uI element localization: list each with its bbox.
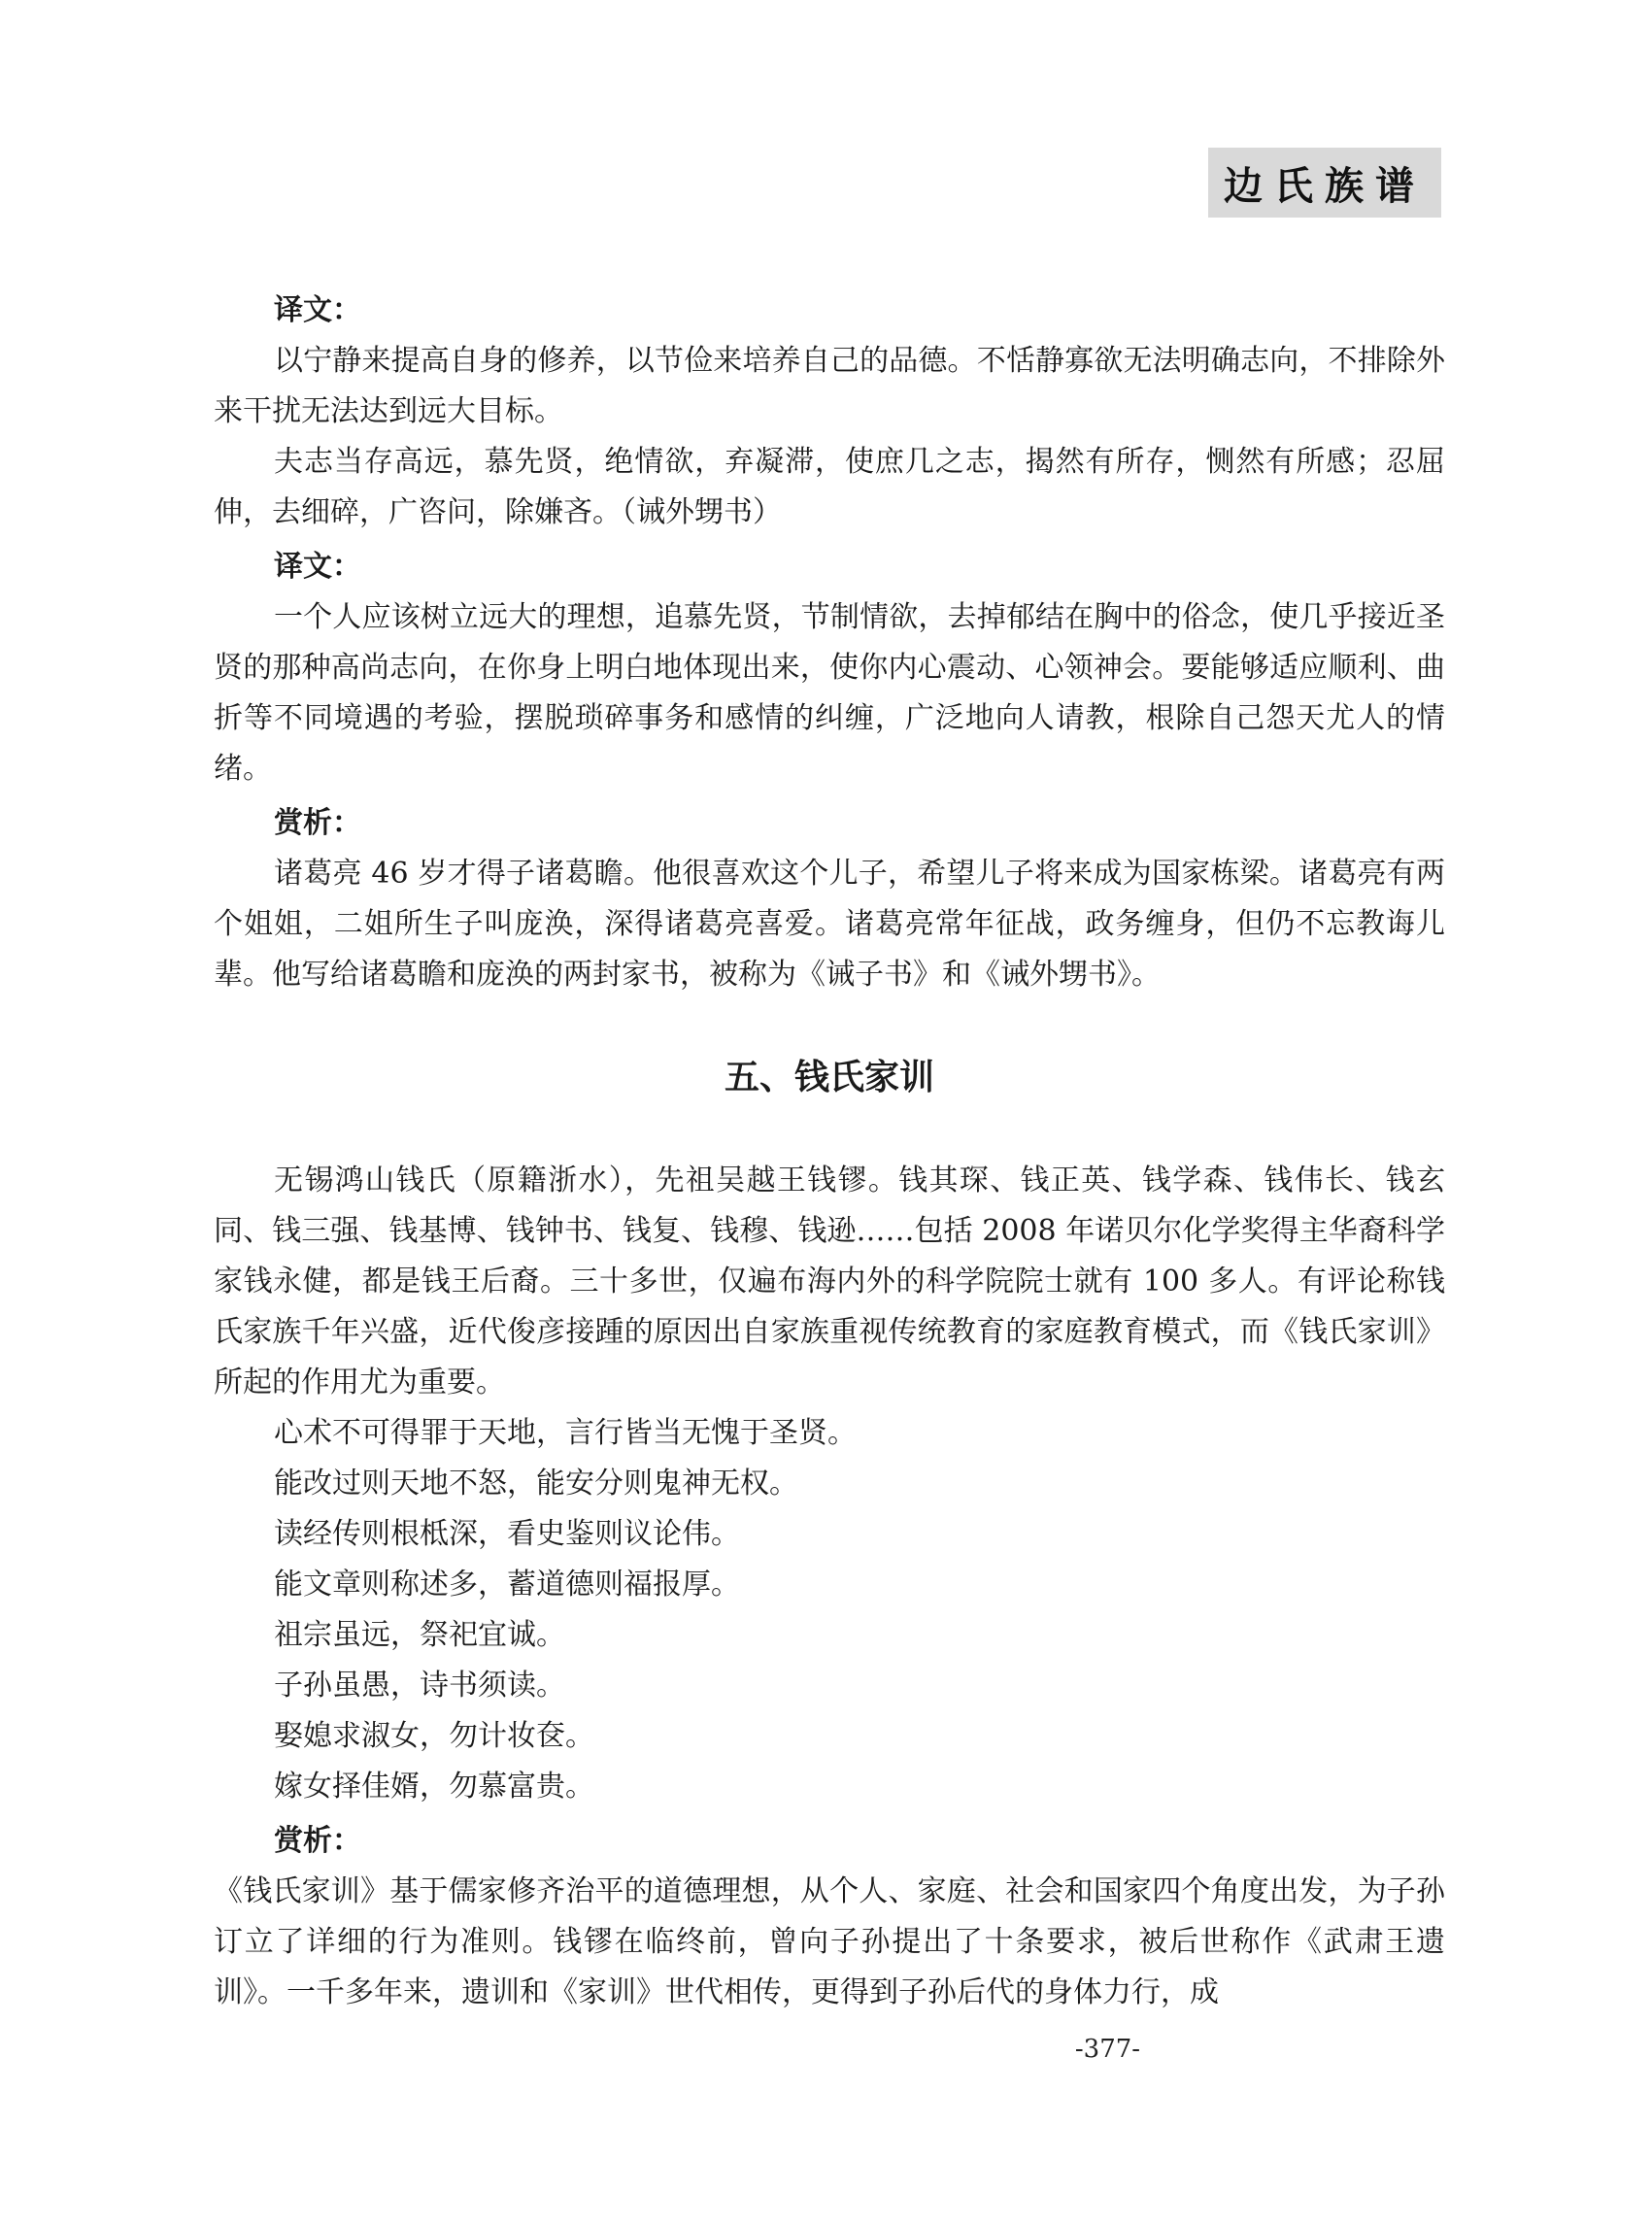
verse-line: 能文章则称述多，蓄道德则福报厚。 xyxy=(274,1568,740,1602)
verse-line: 能改过则天地不怒，能安分则鬼神无权。 xyxy=(274,1467,798,1501)
verse-line: 子孙虽愚，诗书须读。 xyxy=(274,1669,565,1703)
paragraph: 诸葛亮 46 岁才得子诸葛瞻。他很喜欢这个儿子，希望儿子将来成为国家栋梁。诸葛亮有两个姐姐，二姐所生子叫庞涣，深得诸葛亮喜爱。诸葛亮常年征战，政务缠身，但仍不忘教诲儿辈。他写给诸葛瞻和庞涣的两封家书，被称为《诫子书》和《诫外甥书》。 xyxy=(214,857,1445,992)
verse-line: 心术不可得罪于天地，言行皆当无愧于圣贤。 xyxy=(274,1416,857,1450)
translation-label: 译文： xyxy=(274,550,361,584)
appreciation-label: 赏析： xyxy=(274,1824,361,1858)
page-body xyxy=(214,282,1445,2018)
verse-line: 祖宗虽远，祭祀宜诚。 xyxy=(274,1618,565,1652)
paragraph: 《钱氏家训》基于儒家修齐治平的道德理想，从个人、家庭、社会和国家四个角度出发，为子孙订立了详细的行为准则。钱镠在临终前，曾向子孙提出了十条要求，被后世称作《武肃王遗训》。一千多年来，遗训和《家训》世代相传，更得到子孙后代的身体力行，成 xyxy=(214,1874,1445,2009)
verse-line: 嫁女择佳婿，勿慕富贵。 xyxy=(274,1770,594,1804)
paragraph: 无锡鸿山钱氏（原籍浙水），先祖吴越王钱镠。钱其琛、钱正英、钱学森、钱伟长、钱玄同、钱三强、钱基博、钱钟书、钱复、钱穆、钱逊……包括 2008 年诺贝尔化学奖得主华裔科学家钱永健，都是钱王后裔。三十多世，仅遍布海内外的科学院院士就有 100 多人。有评论称钱氏家族千年兴盛，近代俊彦接踵的原因出自家族重视传统教育的家庭教育模式，而《钱氏家训》所起的作用尤为重要。 xyxy=(214,1164,1445,1400)
verse-line: 读经传则根柢深，看史鉴则议论伟。 xyxy=(274,1517,740,1551)
section-title: 五、钱氏家训 xyxy=(724,1058,934,1097)
translation-label: 译文： xyxy=(274,293,361,327)
paragraph: 一个人应该树立远大的理想，追慕先贤，节制情欲，去掉郁结在胸中的俗念，使几乎接近圣贤的那种高尚志向，在你身上明白地体现出来，使你内心震动、心领神会。要能够适应顺利、曲折等不同境遇的考验，摆脱琐碎事务和感情的纠缠，广泛地向人请教，根除自己怨天尤人的情绪。 xyxy=(214,600,1445,786)
page-number: -377- xyxy=(1074,2035,1141,2064)
paragraph: 夫志当存高远，慕先贤，绝情欲，弃凝滞，使庶几之志，揭然有所存，恻然有所感；忍屈伸，去细碎，广咨问，除嫌吝。（诫外甥书） xyxy=(214,445,1445,529)
book-title-tab: 边氏族谱 xyxy=(1208,148,1441,218)
paragraph: 以宁静来提高自身的修养，以节俭来培养自己的品德。不恬静寡欲无法明确志向，不排除外来干扰无法达到远大目标。 xyxy=(214,344,1445,428)
appreciation-label: 赏析： xyxy=(274,806,361,840)
verse-line: 娶媳求淑女，勿计妆奁。 xyxy=(274,1719,594,1753)
